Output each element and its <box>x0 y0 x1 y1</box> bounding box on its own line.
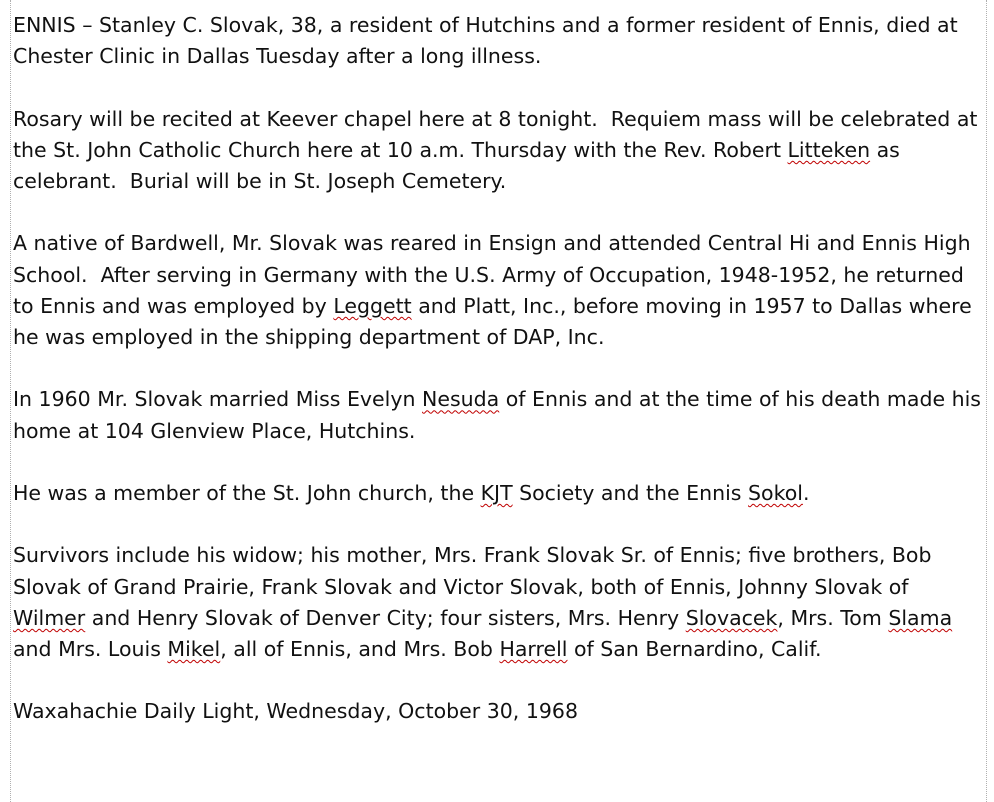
spellcheck-flagged-word[interactable]: Slama <box>888 605 953 630</box>
spellcheck-flagged-word[interactable]: Harrell <box>499 636 568 661</box>
paragraph-memberships[interactable]: He was a member of the St. John church, the KJT Society and the Ennis Sokol. <box>13 480 810 505</box>
paragraph-services[interactable]: Rosary will be recited at Keever chapel here at 8 tonight. Requiem mass will be celebrated at the St. John Catholic Church here at 10 a.m. Thursday with the Rev. Robert Litteken as celebrant. Burial will be in St. Joseph Cemetery. <box>13 106 984 193</box>
spellcheck-flagged-word[interactable]: Wilmer <box>13 605 86 630</box>
paragraph-biography[interactable]: A native of Bardwell, Mr. Slovak was reared in Ensign and attended Central Hi and Ennis High School. After serving in Germany with the U.S. Army of Occupation, 1948-1952, he returned to Ennis and was employed by Leggett and Platt, Inc., before moving in 1957 to Dallas where he was employed in the shipping department of DAP, Inc. <box>13 231 979 349</box>
spellcheck-flagged-word[interactable]: Litteken <box>787 137 871 162</box>
paragraph-death-notice[interactable]: ENNIS – Stanley C. Slovak, 38, a resident of Hutchins and a former resident of Ennis, died at Chester Clinic in Dallas Tuesday after a long illness. <box>13 13 965 69</box>
document-body[interactable] <box>13 10 988 728</box>
spellcheck-flagged-word[interactable]: KJT <box>480 480 513 505</box>
spellcheck-flagged-word[interactable]: Leggett <box>333 293 412 318</box>
spellcheck-flagged-word[interactable]: Nesuda <box>422 387 500 412</box>
spellcheck-flagged-word[interactable]: Slovacek <box>685 605 778 630</box>
paragraph-survivors[interactable]: Survivors include his widow; his mother, Mrs. Frank Slovak Sr. of Ennis; five brothers, Bob Slovak of Grand Prairie, Frank Slovak and Victor Slovak, both of Ennis, Johnny Slovak of Wilmer and Henry Slovak of Denver City; four sisters, Mrs. Henry Slovacek, Mrs. Tom Slama and Mrs. Louis Mikel, all of Ennis, and Mrs. Bob Harrell of San Bernardino, Calif. <box>13 543 959 661</box>
left-margin-guide <box>10 0 11 802</box>
spellcheck-flagged-word[interactable]: Sokol <box>748 480 803 505</box>
paragraph-source[interactable]: Waxahachie Daily Light, Wednesday, October 30, 1968 <box>13 699 579 724</box>
paragraph-marriage[interactable]: In 1960 Mr. Slovak married Miss Evelyn Nesuda of Ennis and at the time of his death made his home at 104 Glenview Place, Hutchins. <box>13 387 988 443</box>
spellcheck-flagged-word[interactable]: Mikel <box>167 636 221 661</box>
